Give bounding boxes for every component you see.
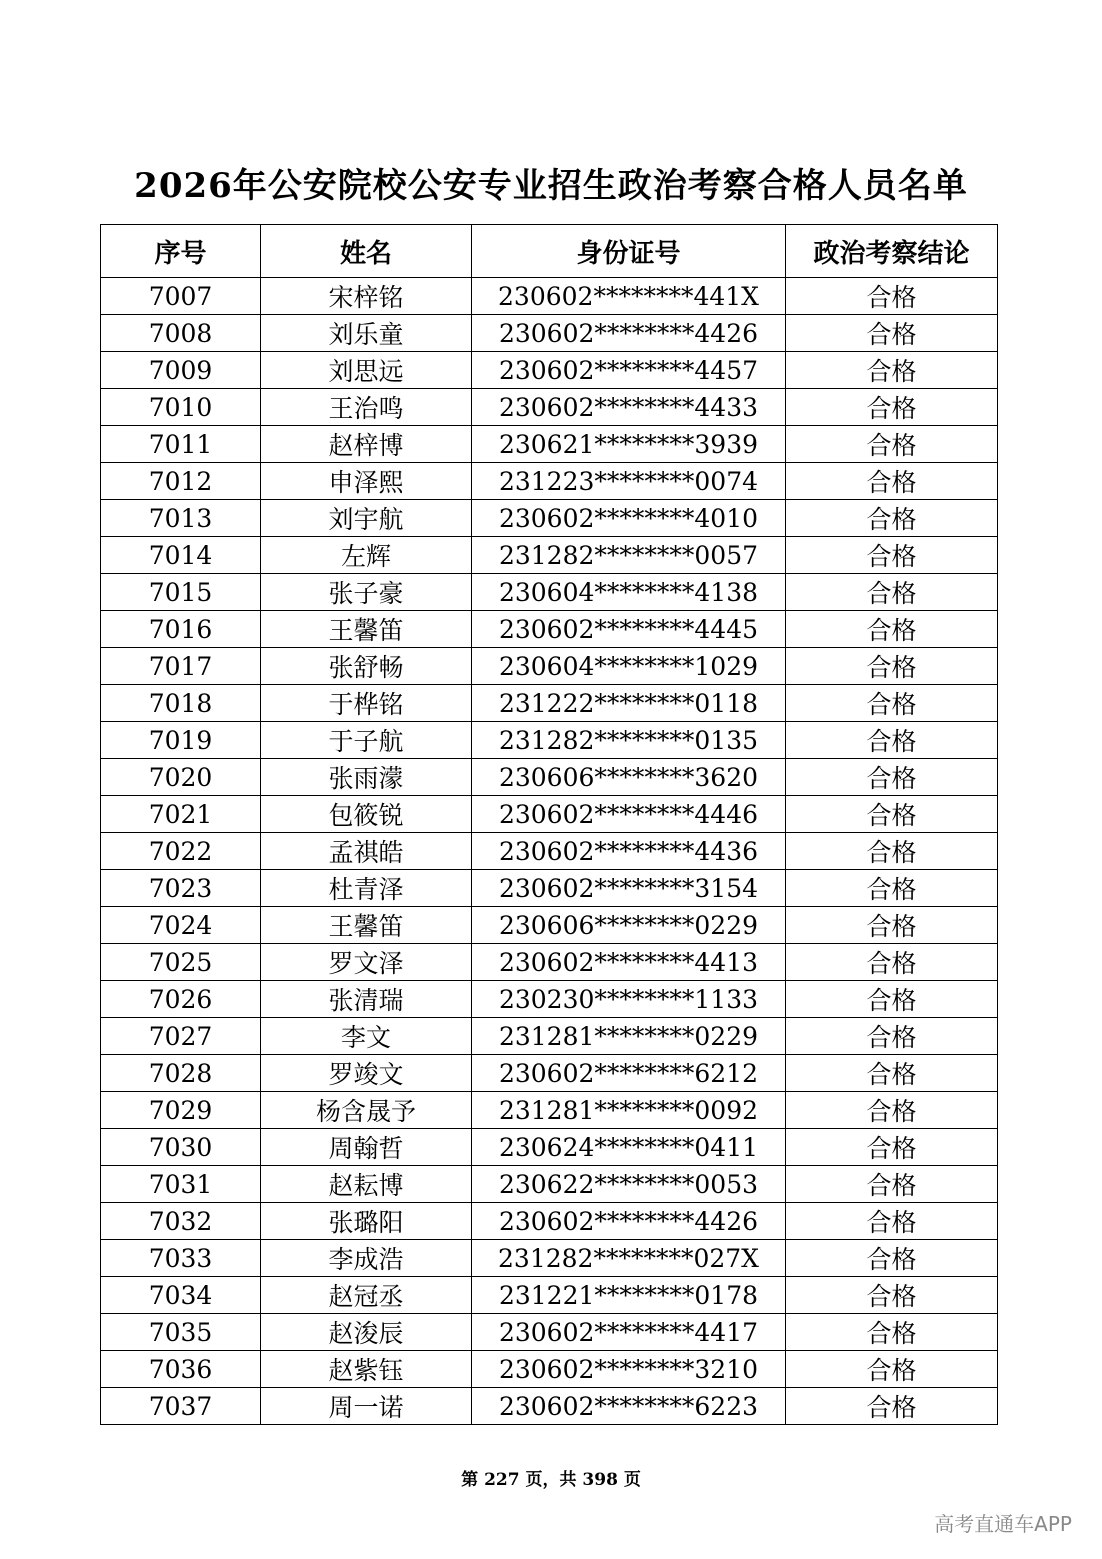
cell-name: 李成浩 [261, 1240, 472, 1277]
cell-result: 合格 [786, 1277, 998, 1314]
header-id: 身份证号 [472, 225, 786, 278]
cell-id-number: 230602********4446 [472, 796, 786, 833]
table-row [101, 1092, 998, 1129]
cell-id-number: 230606********3620 [472, 759, 786, 796]
cell-result: 合格 [786, 1203, 998, 1240]
table-row [101, 722, 998, 759]
header-seq: 序号 [101, 225, 261, 278]
cell-name: 张璐阳 [261, 1203, 472, 1240]
cell-id-number: 230602********6223 [472, 1388, 786, 1425]
cell-name: 周一诺 [261, 1388, 472, 1425]
cell-seq: 7021 [101, 796, 261, 833]
table-body [101, 278, 998, 1425]
cell-seq: 7035 [101, 1314, 261, 1351]
cell-id-number: 231281********0092 [472, 1092, 786, 1129]
cell-seq: 7008 [101, 315, 261, 352]
cell-id-number: 231282********0057 [472, 537, 786, 574]
cell-id-number: 230602********3210 [472, 1351, 786, 1388]
cell-id-number: 230604********4138 [472, 574, 786, 611]
table-row [101, 648, 998, 685]
table-row [101, 537, 998, 574]
cell-name: 孟祺皓 [261, 833, 472, 870]
cell-seq: 7024 [101, 907, 261, 944]
cell-name: 刘宇航 [261, 500, 472, 537]
cell-result: 合格 [786, 574, 998, 611]
cell-result: 合格 [786, 1166, 998, 1203]
cell-result: 合格 [786, 463, 998, 500]
cell-name: 张子豪 [261, 574, 472, 611]
cell-result: 合格 [786, 611, 998, 648]
cell-name: 赵耘博 [261, 1166, 472, 1203]
cell-id-number: 230602********4426 [472, 1203, 786, 1240]
table-row [101, 389, 998, 426]
cell-id-number: 230602********6212 [472, 1055, 786, 1092]
cell-result: 合格 [786, 1055, 998, 1092]
cell-id-number: 230602********3154 [472, 870, 786, 907]
cell-result: 合格 [786, 1092, 998, 1129]
cell-seq: 7029 [101, 1092, 261, 1129]
table-row [101, 870, 998, 907]
cell-id-number: 230606********0229 [472, 907, 786, 944]
page-title: 2026年公安院校公安专业招生政治考察合格人员名单 [134, 166, 968, 206]
cell-id-number: 231222********0118 [472, 685, 786, 722]
cell-name: 宋梓铭 [261, 278, 472, 315]
cell-name: 赵冠丞 [261, 1277, 472, 1314]
cell-name: 刘思远 [261, 352, 472, 389]
table-row [101, 1240, 998, 1277]
cell-seq: 7007 [101, 278, 261, 315]
table-row [101, 315, 998, 352]
table-row [101, 685, 998, 722]
table-row [101, 833, 998, 870]
cell-id-number: 231223********0074 [472, 463, 786, 500]
cell-seq: 7020 [101, 759, 261, 796]
cell-name: 赵紫钰 [261, 1351, 472, 1388]
cell-seq: 7017 [101, 648, 261, 685]
table-row [101, 611, 998, 648]
table-row [101, 796, 998, 833]
cell-name: 王治鸣 [261, 389, 472, 426]
table-row [101, 1203, 998, 1240]
table-row [101, 500, 998, 537]
cell-id-number: 230230********1133 [472, 981, 786, 1018]
cell-name: 赵浚辰 [261, 1314, 472, 1351]
cell-result: 合格 [786, 352, 998, 389]
cell-result: 合格 [786, 907, 998, 944]
cell-result: 合格 [786, 500, 998, 537]
cell-seq: 7022 [101, 833, 261, 870]
cell-result: 合格 [786, 1351, 998, 1388]
cell-result: 合格 [786, 648, 998, 685]
cell-result: 合格 [786, 537, 998, 574]
cell-id-number: 230602********4413 [472, 944, 786, 981]
table-row [101, 352, 998, 389]
header-result: 政治考察结论 [786, 225, 998, 278]
cell-name: 张舒畅 [261, 648, 472, 685]
table-row [101, 426, 998, 463]
table-row [101, 944, 998, 981]
cell-seq: 7015 [101, 574, 261, 611]
header-name: 姓名 [261, 225, 472, 278]
cell-result: 合格 [786, 759, 998, 796]
cell-seq: 7014 [101, 537, 261, 574]
cell-result: 合格 [786, 944, 998, 981]
cell-seq: 7031 [101, 1166, 261, 1203]
cell-result: 合格 [786, 1314, 998, 1351]
table-row [101, 278, 998, 315]
table-row [101, 1018, 998, 1055]
cell-name: 罗文泽 [261, 944, 472, 981]
cell-id-number: 230602********4417 [472, 1314, 786, 1351]
cell-result: 合格 [786, 1129, 998, 1166]
cell-seq: 7013 [101, 500, 261, 537]
cell-id-number: 231282********0135 [472, 722, 786, 759]
cell-seq: 7016 [101, 611, 261, 648]
cell-id-number: 231281********0229 [472, 1018, 786, 1055]
cell-id-number: 230602********4010 [472, 500, 786, 537]
cell-name: 赵梓博 [261, 426, 472, 463]
cell-seq: 7018 [101, 685, 261, 722]
table-row [101, 463, 998, 500]
cell-result: 合格 [786, 870, 998, 907]
cell-seq: 7025 [101, 944, 261, 981]
cell-id-number: 230602********4436 [472, 833, 786, 870]
cell-id-number: 230602********441X [472, 278, 786, 315]
cell-name: 左辉 [261, 537, 472, 574]
table-header-row [101, 225, 998, 278]
cell-id-number: 230604********1029 [472, 648, 786, 685]
cell-result: 合格 [786, 796, 998, 833]
cell-result: 合格 [786, 685, 998, 722]
table-row [101, 1314, 998, 1351]
table-row [101, 1129, 998, 1166]
cell-name: 罗竣文 [261, 1055, 472, 1092]
cell-name: 张雨濛 [261, 759, 472, 796]
cell-seq: 7010 [101, 389, 261, 426]
cell-seq: 7023 [101, 870, 261, 907]
cell-name: 包筱锐 [261, 796, 472, 833]
cell-seq: 7037 [101, 1388, 261, 1425]
cell-result: 合格 [786, 426, 998, 463]
cell-seq: 7028 [101, 1055, 261, 1092]
cell-seq: 7030 [101, 1129, 261, 1166]
cell-result: 合格 [786, 315, 998, 352]
cell-id-number: 230602********4457 [472, 352, 786, 389]
cell-name: 申泽熙 [261, 463, 472, 500]
cell-seq: 7012 [101, 463, 261, 500]
page-number: 第 227 页，共 398 页 [461, 1470, 641, 1490]
cell-name: 王馨笛 [261, 611, 472, 648]
cell-id-number: 230602********4433 [472, 389, 786, 426]
cell-result: 合格 [786, 278, 998, 315]
cell-id-number: 231221********0178 [472, 1277, 786, 1314]
cell-seq: 7019 [101, 722, 261, 759]
cell-name: 于子航 [261, 722, 472, 759]
cell-name: 杨含晟予 [261, 1092, 472, 1129]
cell-name: 于桦铭 [261, 685, 472, 722]
cell-seq: 7036 [101, 1351, 261, 1388]
cell-id-number: 230602********4426 [472, 315, 786, 352]
cell-seq: 7034 [101, 1277, 261, 1314]
table-row [101, 1277, 998, 1314]
cell-seq: 7009 [101, 352, 261, 389]
cell-name: 刘乐童 [261, 315, 472, 352]
cell-result: 合格 [786, 722, 998, 759]
cell-id-number: 231282********027X [472, 1240, 786, 1277]
cell-seq: 7026 [101, 981, 261, 1018]
cell-seq: 7027 [101, 1018, 261, 1055]
table-row [101, 759, 998, 796]
cell-id-number: 230624********0411 [472, 1129, 786, 1166]
table-row [101, 981, 998, 1018]
table-row [101, 574, 998, 611]
cell-result: 合格 [786, 981, 998, 1018]
cell-name: 周翰哲 [261, 1129, 472, 1166]
table-row [101, 1388, 998, 1425]
cell-result: 合格 [786, 1018, 998, 1055]
cell-id-number: 230621********3939 [472, 426, 786, 463]
cell-id-number: 230622********0053 [472, 1166, 786, 1203]
table-row [101, 1055, 998, 1092]
cell-name: 张清瑞 [261, 981, 472, 1018]
cell-name: 杜青泽 [261, 870, 472, 907]
cell-name: 王馨笛 [261, 907, 472, 944]
roster-table [100, 224, 998, 1425]
table-row [101, 1351, 998, 1388]
cell-seq: 7011 [101, 426, 261, 463]
table-row [101, 1166, 998, 1203]
cell-name: 李文 [261, 1018, 472, 1055]
cell-seq: 7033 [101, 1240, 261, 1277]
cell-result: 合格 [786, 389, 998, 426]
cell-result: 合格 [786, 1240, 998, 1277]
cell-id-number: 230602********4445 [472, 611, 786, 648]
cell-seq: 7032 [101, 1203, 261, 1240]
cell-result: 合格 [786, 1388, 998, 1425]
table-row [101, 907, 998, 944]
cell-result: 合格 [786, 833, 998, 870]
watermark: 高考直通车APP [934, 1512, 1072, 1536]
